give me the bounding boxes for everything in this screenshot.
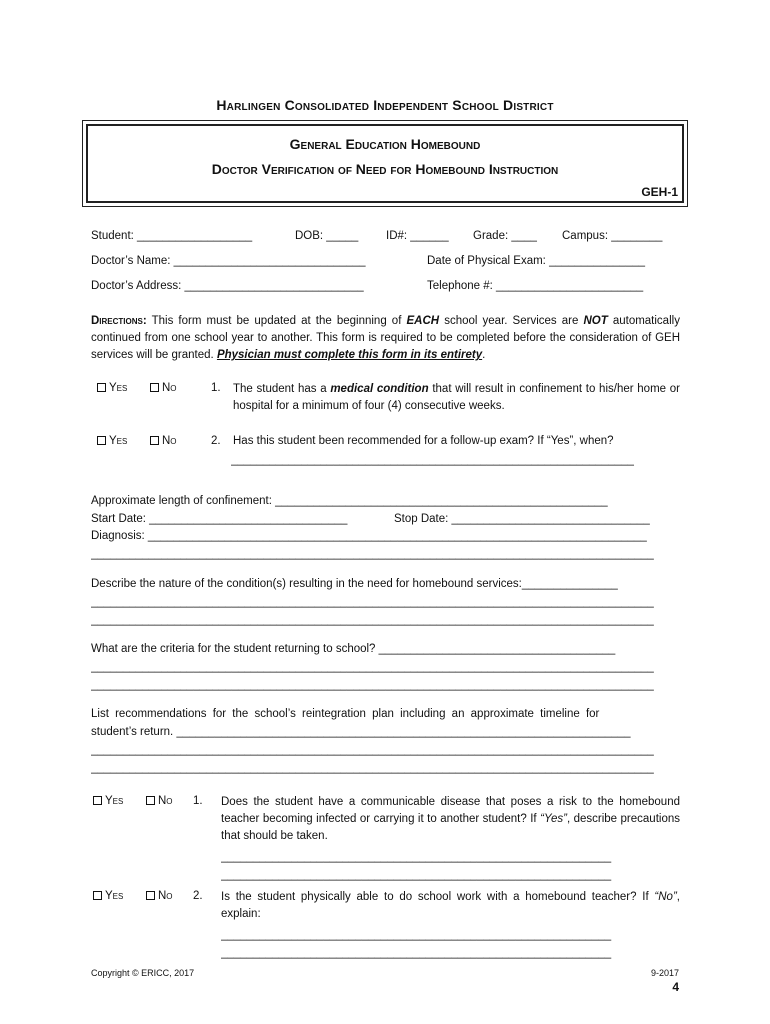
q4-no-checkbox[interactable] — [146, 890, 173, 902]
q2-number: 2. — [211, 435, 221, 447]
directions-each: EACH — [406, 315, 440, 327]
q4-line-2[interactable]: _____________________________________________________________ — [221, 947, 612, 959]
form-subtitle: Doctor Verification of Need for Homebound Instruction — [211, 161, 559, 177]
dob-field[interactable]: DOB: _____ — [295, 230, 359, 242]
q1-no-checkbox[interactable] — [150, 382, 177, 394]
form-title: General Education Homebound — [289, 136, 481, 152]
criteria-line-1[interactable]: ________________________________________________________________________________________ — [91, 661, 654, 673]
exam-date-field[interactable]: Date of Physical Exam: _______________ — [427, 255, 646, 267]
q3-yes-word: “Yes” — [540, 813, 567, 825]
yes-label: Yes — [109, 382, 128, 394]
yes-label: Yes — [105, 890, 124, 902]
recommend-line-1[interactable]: ________________________________________________________________________________________ — [91, 744, 654, 756]
recommend-field[interactable]: student’s return. _______________________________________________________________________ — [91, 726, 631, 738]
q4-text-a: Is the student physically able to do school work with a homebound teacher? If — [221, 891, 649, 903]
criteria-line-2[interactable]: ________________________________________________________________________________________ — [91, 679, 654, 691]
grade-field[interactable]: Grade: ____ — [473, 230, 537, 242]
q3-line-1[interactable]: _____________________________________________________________ — [221, 851, 612, 863]
recommend-text: List recommendations for the school’s reintegration plan including an approximate timeline for — [91, 708, 600, 720]
q4-text-b: , explain: — [221, 891, 680, 920]
q4-yes-checkbox[interactable] — [93, 890, 123, 902]
criteria-field[interactable]: What are the criteria for the student returning to school? _____________________________________ — [91, 643, 616, 655]
no-label: No — [158, 795, 173, 807]
q2-yes-checkbox[interactable] — [97, 435, 127, 447]
q1-yes-checkbox[interactable] — [97, 382, 127, 394]
q3-text-b: , describe precautions that should be taken. — [221, 813, 680, 842]
q3-text-a: Does the student have a communicable disease that poses a risk to the homebound teacher becoming infected or carrying it to another student? If — [221, 796, 680, 825]
directions-end: . — [482, 349, 486, 361]
confinement-field[interactable]: Approximate length of confinement: ____________________________________________________ — [91, 495, 608, 507]
yes-label: Yes — [109, 435, 128, 447]
q3-yes-checkbox[interactable] — [93, 795, 123, 807]
q4-number: 2. — [193, 890, 203, 902]
doctor-address-field[interactable]: Doctor’s Address: ____________________________ — [91, 280, 364, 292]
no-label: No — [162, 435, 177, 447]
q2-answer-line[interactable]: _______________________________________________________________ — [231, 454, 634, 466]
q2-text: Has this student been recommended for a follow-up exam? If “Yes”, when? — [233, 435, 614, 447]
no-label: No — [158, 890, 173, 902]
recommend-line-2[interactable]: ________________________________________________________________________________________ — [91, 762, 654, 774]
district-title: Harlingen Consolidated Independent School District — [216, 97, 554, 113]
directions-text-3: automatically continued from one school year to another. This form is required to be completed before the consideration of GEH services will be granted. — [91, 315, 680, 361]
q4-text — [221, 889, 680, 923]
telephone-field[interactable]: Telephone #: _______________________ — [427, 280, 644, 292]
student-field[interactable]: Student: __________________ — [91, 230, 253, 242]
id-field[interactable]: ID#: ______ — [386, 230, 449, 242]
q1-text — [233, 381, 680, 415]
q4-line-1[interactable]: _____________________________________________________________ — [221, 929, 612, 941]
q1-emphasis: medical condition — [330, 383, 429, 395]
q1-number: 1. — [211, 382, 221, 394]
directions-label: Directions: — [91, 315, 147, 327]
stop-date-field[interactable]: Stop Date: _______________________________ — [394, 513, 650, 525]
form-code: GEH-1 — [641, 185, 678, 199]
describe-line-2[interactable]: ________________________________________________________________________________________ — [91, 614, 654, 626]
diagnosis-line[interactable]: ________________________________________________________________________________________ — [91, 548, 654, 560]
q2-no-checkbox[interactable] — [150, 435, 177, 447]
describe-line-1[interactable]: ________________________________________________________________________________________ — [91, 596, 654, 608]
q1-text-b: that will result in confinement to his/her home or hospital for a minimum of four (4) consecutive weeks. — [233, 383, 680, 412]
doctor-name-field[interactable]: Doctor’s Name: ______________________________ — [91, 255, 366, 267]
q3-line-2[interactable]: _____________________________________________________________ — [221, 869, 612, 881]
q3-number: 1. — [193, 795, 203, 807]
yes-label: Yes — [105, 795, 124, 807]
directions-emphasis: Physician must complete this form in its entirety — [216, 349, 483, 361]
directions — [91, 313, 680, 364]
no-label: No — [162, 382, 177, 394]
page-number: 4 — [672, 980, 679, 994]
q4-no-word: “No” — [654, 891, 677, 903]
start-date-field[interactable]: Start Date: _______________________________ — [91, 513, 348, 525]
q3-no-checkbox[interactable] — [146, 795, 173, 807]
diagnosis-field[interactable]: Diagnosis: ______________________________________________________________________________ — [91, 530, 647, 542]
directions-not: NOT — [583, 315, 608, 327]
q1-text-a: The student has a — [233, 383, 327, 395]
directions-text-1: This form must be updated at the beginning of — [151, 315, 402, 327]
directions-text-2: school year. Services are — [444, 315, 579, 327]
campus-field[interactable]: Campus: ________ — [562, 230, 663, 242]
footer-date: 9-2017 — [650, 968, 679, 978]
q3-text — [221, 794, 680, 845]
describe-field[interactable]: Describe the nature of the condition(s) resulting in the need for homebound services:_______________ — [91, 578, 618, 590]
copyright: Copyright © ERICC, 2017 — [91, 968, 195, 978]
